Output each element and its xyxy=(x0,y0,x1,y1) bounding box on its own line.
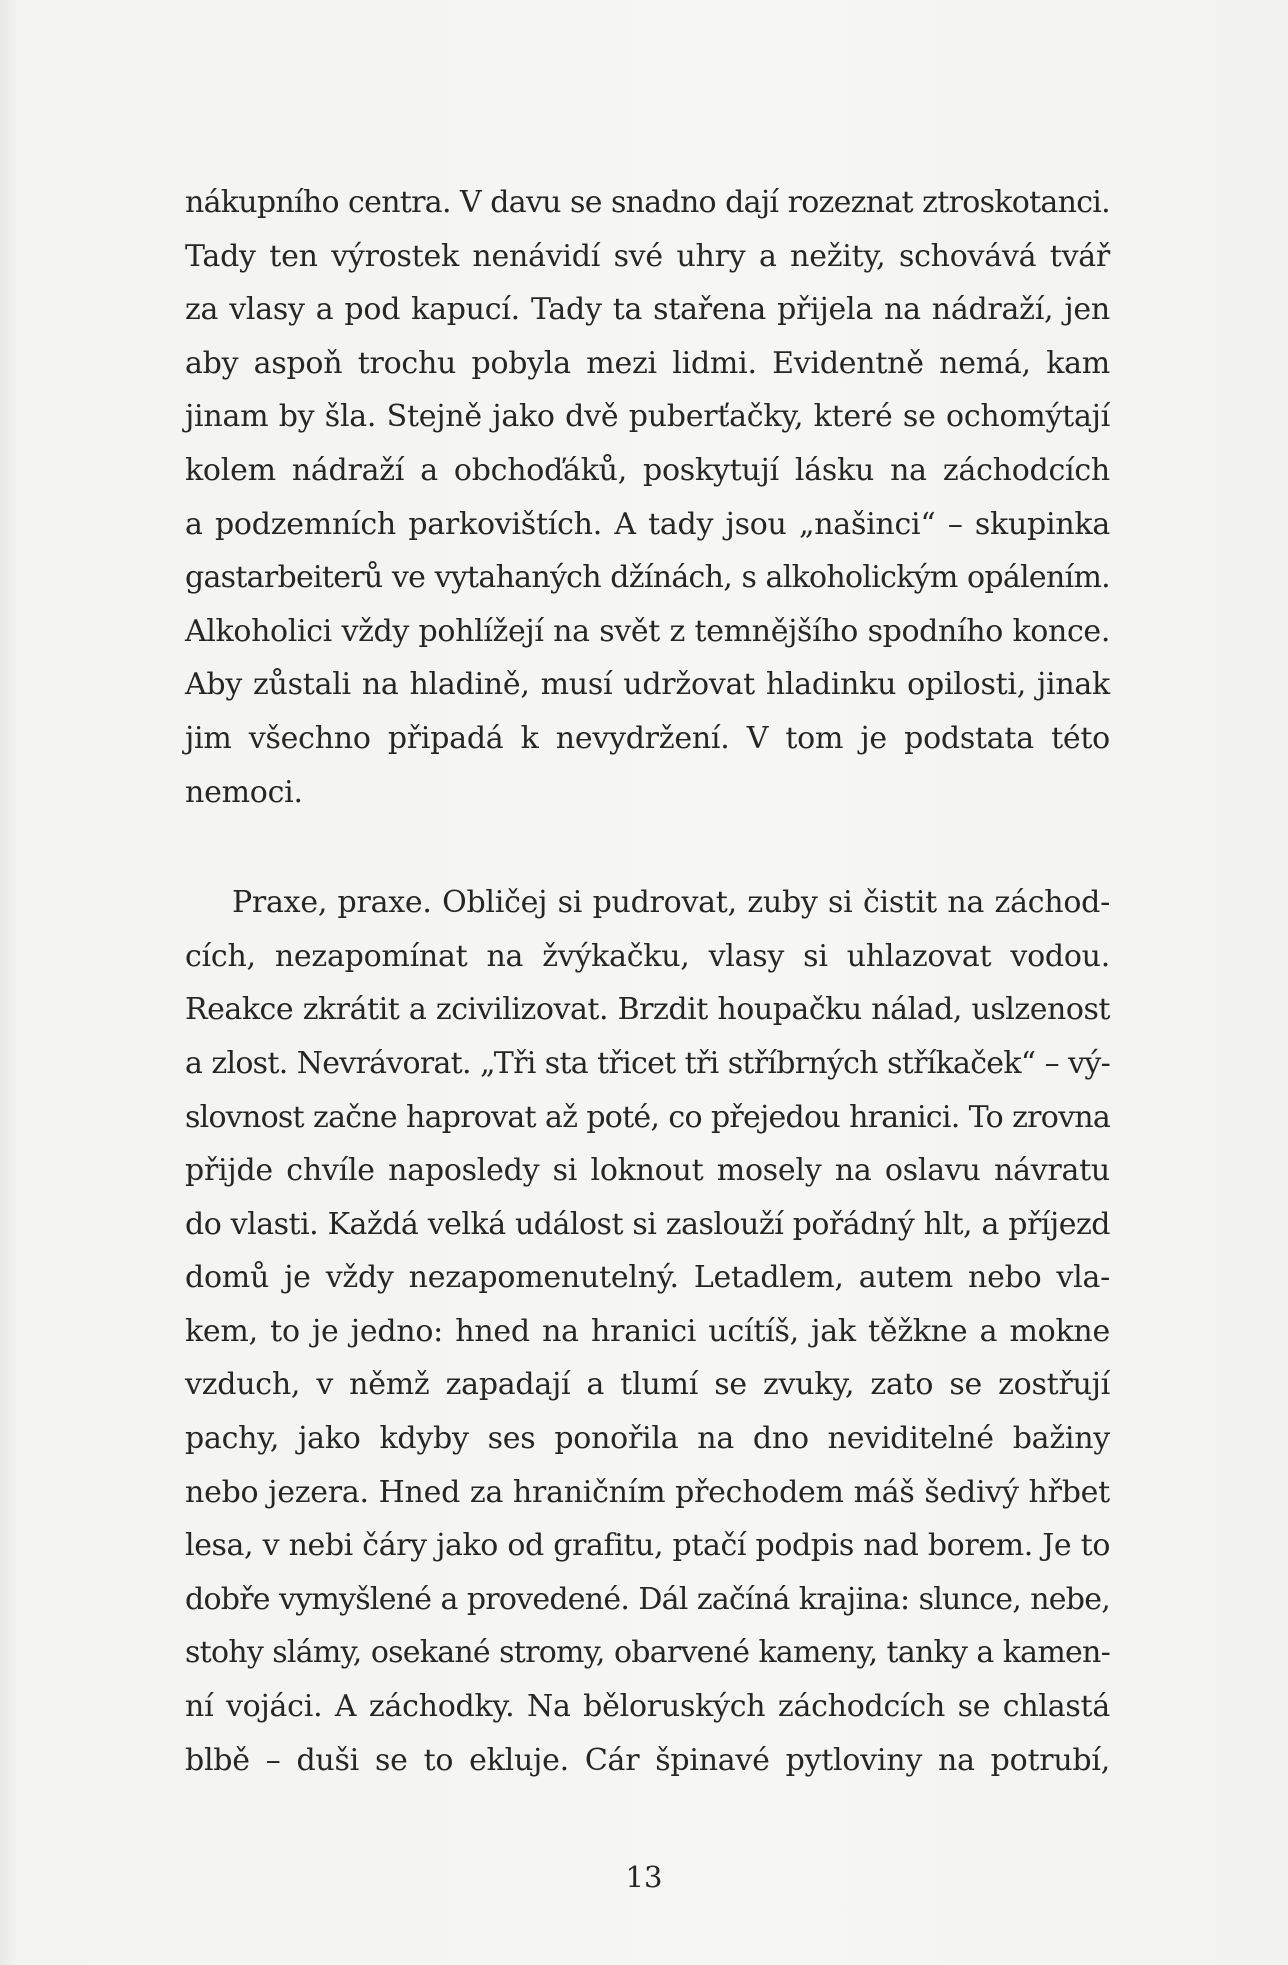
paragraph-2 xyxy=(185,876,1110,1787)
text-line: jinam by šla. Stejně jako dvě puberťačky, které se ochomýtají xyxy=(185,399,1110,435)
text-line: a podzemních parkovištích. A tady jsou „našinci“ – skupinka xyxy=(185,506,1110,542)
text-line: dobře vymyšlené a provedené. Dál začíná krajina: slunce, nebe, xyxy=(185,1581,1110,1617)
text-line: stohy slámy, osekané stromy, obarvené kameny, tanky a kamen- xyxy=(185,1635,1110,1671)
text-line: nebo jezera. Hned za hraničním přechodem máš šedivý hřbet xyxy=(185,1474,1110,1510)
text-line: aby aspoň trochu pobyla mezi lidmi. Evidentně nemá, kam xyxy=(185,345,1110,381)
text-line: slovnost začne haprovat až poté, co přejedou hranici. To zrovna xyxy=(185,1099,1110,1135)
text-line: kem, to je jedno: hned na hranici ucítíš, jak těžkne a mokne xyxy=(185,1313,1110,1349)
text-line: cích, nezapomínat na žvýkačku, vlasy si uhlazovat vodou. xyxy=(185,938,1110,974)
text-line: domů je vždy nezapomenutelný. Letadlem, autem nebo vla- xyxy=(185,1260,1110,1296)
paragraph-1 xyxy=(185,176,1110,819)
body-text xyxy=(185,176,1110,1787)
text-line: Tady ten výrostek nenávidí své uhry a nežity, schovává tvář xyxy=(185,238,1110,274)
text-line: ní vojáci. A záchodky. Na běloruských záchodcích se chlastá xyxy=(185,1689,1110,1725)
text-line: do vlasti. Každá velká událost si zaslouží pořádný hlt, a příjezd xyxy=(185,1206,1110,1242)
text-line: Alkoholici vždy pohlížejí na svět z temnějšího spodního konce. xyxy=(185,613,1110,649)
paragraph-gap xyxy=(185,819,1110,876)
text-line: pachy, jako kdyby ses ponořila na dno neviditelné bažiny xyxy=(185,1421,1110,1457)
text-line: vzduch, v němž zapadají a tlumí se zvuky, zato se zostřují xyxy=(185,1367,1110,1403)
text-line: za vlasy a pod kapucí. Tady ta stařena přijela na nádraží, jen xyxy=(185,292,1110,328)
text-line: gastarbeiterů ve vytahaných džínách, s alkoholickým opálením. xyxy=(185,560,1110,596)
text-line: blbě – duši se to ekluje. Cár špinavé pytloviny na potrubí, xyxy=(185,1742,1110,1778)
text-line: a zlost. Nevrávorat. „Tři sta třicet tři stříbrných stříkaček“ – vý- xyxy=(185,1045,1110,1081)
text-line: jim všechno připadá k nevydržení. V tom je podstata této xyxy=(185,720,1110,756)
text-line: nemoci. xyxy=(185,774,303,810)
page-number: 13 xyxy=(625,1860,663,1894)
text-line: lesa, v nebi čáry jako od grafitu, ptačí podpis nad borem. Je to xyxy=(185,1528,1110,1564)
text-line: kolem nádraží a obchoďáků, poskytují lásku na záchodcích xyxy=(185,452,1110,488)
text-line: Aby zůstali na hladině, musí udržovat hladinku opilosti, jinak xyxy=(185,667,1110,703)
text-line: přijde chvíle naposledy si loknout mosely na oslavu návratu xyxy=(185,1153,1110,1189)
text-line: nákupního centra. V davu se snadno dají rozeznat ztroskotanci. xyxy=(185,185,1110,220)
text-line: Praxe, praxe. Obličej si pudrovat, zuby si čistit na záchod- xyxy=(232,885,1110,921)
text-line: Reakce zkrátit a zcivilizovat. Brzdit houpačku nálad, uslzenost xyxy=(185,992,1110,1028)
